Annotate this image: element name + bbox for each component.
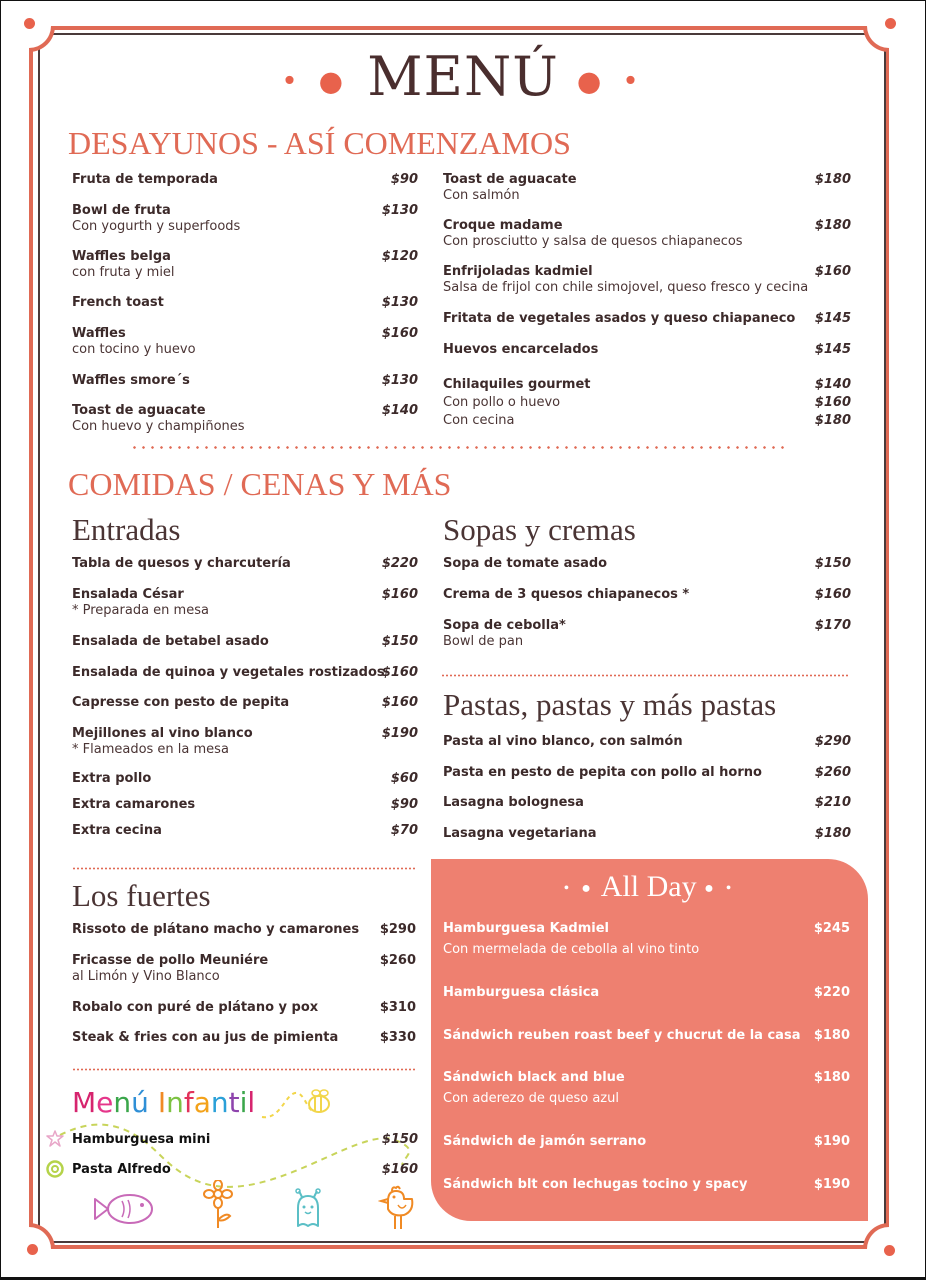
menu-item: Waffles smore´s	[72, 373, 190, 388]
menu-price: $150	[381, 634, 418, 649]
menu-item: Extra pollo	[72, 771, 152, 786]
menu-item: Hamburguesa Kadmiel Con mermelada de cebolla al vino tinto	[443, 921, 700, 957]
monster-icon	[292, 1188, 324, 1230]
menu-price: $160	[381, 326, 418, 341]
menu-item: Sándwich blt con lechugas tocino y spacy	[443, 1177, 748, 1192]
menu-item: French toast	[72, 295, 164, 310]
menu-item: Hamburguesa clásica	[443, 985, 600, 1000]
corner-dot-icon	[27, 1244, 38, 1255]
section-divider	[441, 674, 849, 677]
menu-price: $220	[813, 985, 850, 1000]
menu-price: $310	[379, 1000, 416, 1015]
menu-item: Fricasse de pollo Meuniére al Limón y Vino Blanco	[72, 953, 269, 984]
menu-price: $170	[814, 618, 851, 633]
menu-price: $160	[381, 587, 418, 602]
menu-price: $180	[814, 172, 851, 187]
flower-icon	[46, 1130, 64, 1148]
menu-price: $180	[814, 826, 851, 841]
title-dots-left-icon: • ●	[281, 64, 350, 98]
menu-price: $160	[381, 1162, 418, 1177]
kids-menu-item: Pasta Alfredo	[72, 1162, 171, 1177]
menu-item: Chilaquiles gourmet Con pollo o huevo Con cecina	[443, 377, 591, 428]
menu-price: $260	[814, 765, 851, 780]
allday-heading	[431, 870, 868, 904]
menu-item: Croque madame Con prosciutto y salsa de quesos chiapanecos	[443, 218, 743, 249]
menu-price: $130	[381, 295, 418, 310]
kids-menu-item: Hamburguesa mini	[72, 1132, 211, 1147]
corner-dot-icon	[884, 1245, 895, 1256]
menu-item: Steak & fries con au jus de pimienta	[72, 1030, 339, 1045]
subsection-heading-fuertes: Los fuertes	[72, 878, 211, 913]
spiral-icon	[46, 1160, 64, 1178]
menu-item: Sopa de tomate asado	[443, 556, 608, 571]
menu-item: Sándwich black and blue Con aderezo de queso azul	[443, 1070, 625, 1106]
kids-menu-title: Menú Infantil	[72, 1086, 256, 1119]
section-heading-comidas: COMIDAS / CENAS Y MÁS	[68, 466, 452, 502]
menu-price: $290	[814, 734, 851, 749]
menu-price: $70	[390, 823, 418, 838]
section-divider	[72, 1068, 416, 1071]
subsection-heading-entradas: Entradas	[72, 512, 181, 547]
title-text: MENÚ	[367, 45, 559, 108]
menu-price: $290	[379, 922, 416, 937]
section-heading-desayunos: DESAYUNOS - ASÍ COMENZAMOS	[68, 125, 571, 161]
menu-item: Enfrijoladas kadmiel Salsa de frijol con chile simojovel, queso fresco y cecina	[443, 264, 809, 295]
menu-item: Ensalada César * Preparada en mesa	[72, 587, 209, 618]
menu-item: Pasta al vino blanco, con salmón	[443, 734, 683, 749]
menu-price: $90	[390, 797, 418, 812]
corner-dot-icon	[24, 18, 35, 29]
menu-price: $160	[814, 587, 851, 602]
menu-item: Extra camarones	[72, 797, 196, 812]
menu-item: Robalo con puré de plátano y pox	[72, 1000, 319, 1015]
menu-item: Ensalada de betabel asado	[72, 634, 269, 649]
subsection-heading-pastas: Pastas, pastas y más pastas	[443, 687, 777, 722]
menu-item: Extra cecina	[72, 823, 162, 838]
menu-price: $245	[813, 921, 850, 936]
menu-item: Waffles con tocino y huevo	[72, 326, 196, 357]
menu-price: $140 $160 $180	[814, 377, 851, 428]
menu-price: $180	[813, 1028, 850, 1043]
menu-price: $160	[814, 264, 851, 279]
menu-item: Pasta en pesto de pepita con pollo al horno	[443, 765, 762, 780]
allday-title-text: All Day	[600, 870, 697, 903]
menu-price: $220	[381, 556, 418, 571]
menu-price: $160	[381, 665, 418, 680]
menu-price: $90	[390, 172, 418, 187]
menu-item: Fruta de temporada	[72, 172, 218, 187]
menu-price: $145	[814, 311, 851, 326]
menu-item: Sopa de cebolla* Bowl de pan	[443, 618, 566, 649]
menu-price: $180	[813, 1070, 850, 1085]
menu-item: Waffles belga con fruta y miel	[72, 249, 175, 280]
subsection-heading-sopas: Sopas y cremas	[443, 512, 636, 547]
menu-item: Capresse con pesto de pepita	[72, 695, 290, 710]
bird-icon	[378, 1185, 418, 1231]
flower-doodle-icon	[202, 1180, 234, 1230]
menu-item: Fritata de vegetales asados y queso chiapaneco	[443, 311, 796, 326]
menu-item: Crema de 3 quesos chiapanecos *	[443, 587, 690, 602]
menu-price: $140	[381, 403, 418, 418]
menu-item: Sándwich de jamón serrano	[443, 1134, 647, 1149]
menu-price: $120	[381, 249, 418, 264]
menu-item: Bowl de fruta Con yogurth y superfoods	[72, 203, 241, 234]
menu-price: $210	[814, 795, 851, 810]
page-title	[0, 45, 926, 108]
menu-item: Tabla de quesos y charcutería	[72, 556, 291, 571]
allday-dots-right-icon: ● •	[704, 880, 736, 898]
menu-price: $330	[379, 1030, 416, 1045]
menu-item: Huevos encarcelados	[443, 342, 599, 357]
menu-item: Ensalada de quinoa y vegetales rostizados	[72, 665, 385, 680]
menu-item: Mejillones al vino blanco * Flameados en la mesa	[72, 726, 253, 757]
menu-price: $160	[381, 695, 418, 710]
menu-item: Toast de aguacate Con salmón	[443, 172, 577, 203]
bee-icon	[304, 1087, 334, 1117]
menu-price: $190	[813, 1134, 850, 1149]
section-divider	[72, 867, 416, 870]
menu-price: $150	[814, 556, 851, 571]
menu-price: $130	[381, 203, 418, 218]
title-dots-right-icon: ● •	[576, 64, 645, 98]
allday-dots-left-icon: • ●	[563, 880, 595, 898]
menu-price: $180	[814, 218, 851, 233]
menu-price: $190	[813, 1177, 850, 1192]
section-divider	[130, 446, 784, 449]
corner-dot-icon	[885, 18, 896, 29]
menu-price: $145	[814, 342, 851, 357]
menu-item: Sándwich reuben roast beef y chucrut de la casa	[443, 1028, 801, 1043]
menu-price: $260	[379, 953, 416, 968]
menu-item: Lasagna bolognesa	[443, 795, 584, 810]
menu-item: Toast de aguacate Con huevo y champiñones	[72, 403, 245, 434]
fish-icon	[92, 1190, 156, 1228]
menu-price: $150	[381, 1132, 418, 1147]
menu-price: $190	[381, 726, 418, 741]
menu-item: Rissoto de plátano macho y camarones	[72, 922, 360, 937]
menu-price: $130	[381, 373, 418, 388]
menu-price: $60	[390, 771, 418, 786]
menu-item: Lasagna vegetariana	[443, 826, 597, 841]
